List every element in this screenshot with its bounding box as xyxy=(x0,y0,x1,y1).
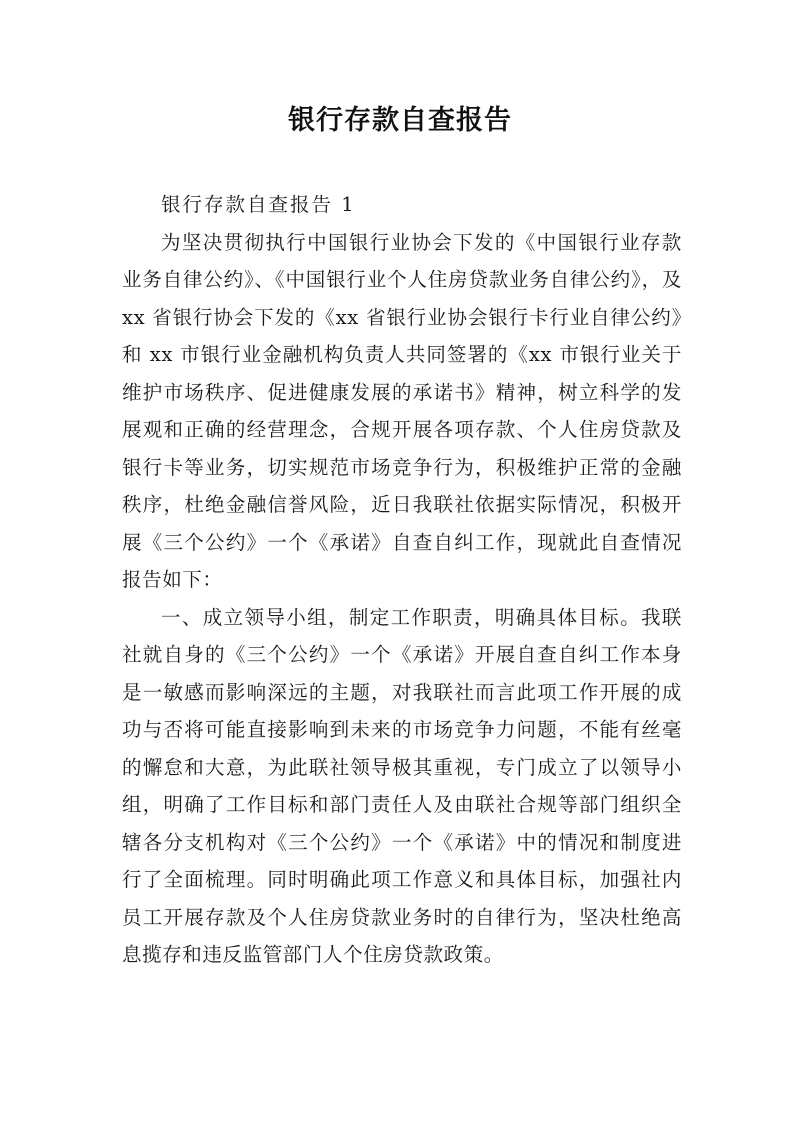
document-title: 银行存款自查报告 xyxy=(288,105,512,136)
document-body xyxy=(122,186,682,974)
paragraph-intro: 为坚决贯彻执行中国银行业协会下发的《中国银行业存款业务自律公约》、《中国银行业个人住房贷款业务自律公约》，及 xx 省银行协会下发的《xx 省银行业协会银行卡行业自律公约》和 xx 市银行业金融机构负责人共同签署的《xx 市银行业关于维护市场秩序、促进健康发展的承诺书》精神，树立科学的发展观和正确的经营理念，合规开展各项存款、个人住房贷款及银行卡等业务，切实规范市场竞争行为，积极维护正常的金融秩序，杜绝金融信誉风险，近日我联社依据实际情况，积极开展《三个公约》一个《承诺》自查自纠工作，现就此自查情况报告如下： xyxy=(122,230,682,591)
paragraph-section-one: 一、成立领导小组，制定工作职责，明确具体目标。我联社就自身的《三个公约》一个《承诺》开展自查自纠工作本身是一敏感而影响深远的主题，对我联社而言此项工作开展的成功与否将可能直接影响到未来的市场竞争力问题，不能有丝毫的懈怠和大意，为此联社领导极其重视，专门成立了以领导小组，明确了工作目标和部门责任人及由联社合规等部门组织全辖各分支机构对《三个公约》一个《承诺》中的情况和制度进行了全面梳理。同时明确此项工作意义和具体目标，加强社内员工开展存款及个人住房贷款业务时的自律行为，坚决杜绝高息揽存和违反监管部门人个住房贷款政策。 xyxy=(122,605,682,966)
report-subheading: 银行存款自查报告 1 xyxy=(161,193,356,216)
